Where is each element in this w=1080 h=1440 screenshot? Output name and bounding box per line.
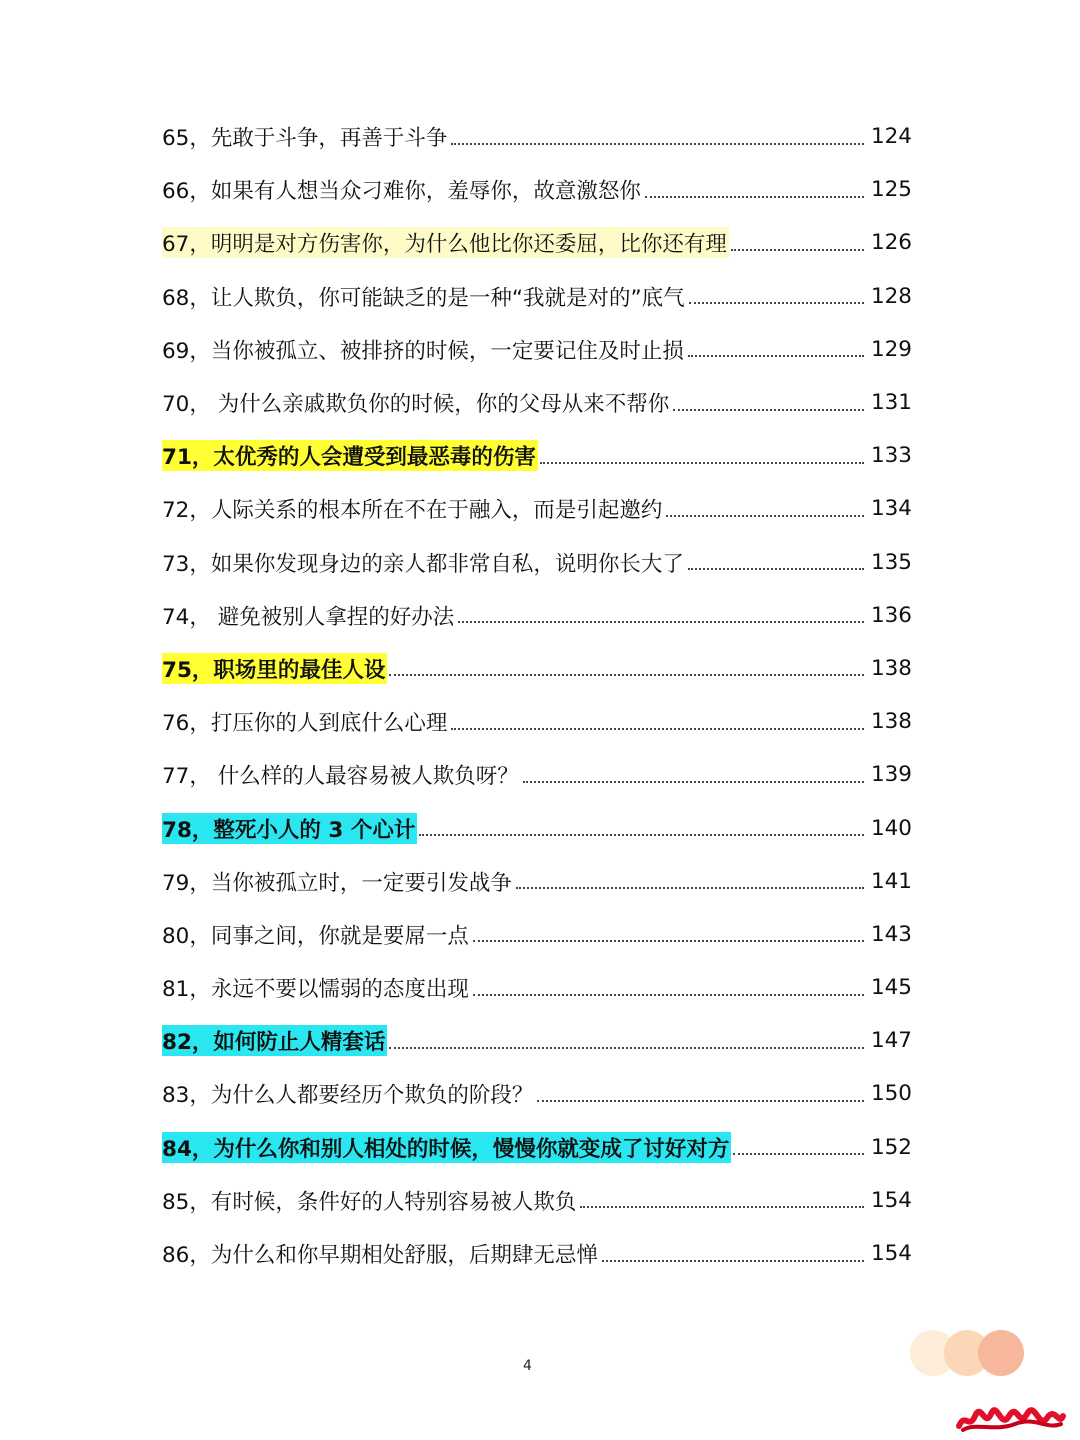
dot-leader bbox=[523, 779, 864, 783]
dot-leader bbox=[389, 672, 864, 676]
dot-leader bbox=[673, 407, 864, 411]
toc-entry-title: 69，当你被孤立、被排挤的时候，一定要记住及时止损 bbox=[162, 338, 684, 364]
toc-entry bbox=[162, 482, 912, 535]
toc-entry-page: 126 bbox=[870, 230, 912, 256]
dot-leader bbox=[645, 194, 864, 198]
table-of-contents bbox=[162, 110, 912, 1280]
toc-entry bbox=[162, 855, 912, 908]
toc-entry-page: 131 bbox=[870, 390, 912, 416]
dot-leader bbox=[537, 1098, 864, 1102]
circle-decoration bbox=[978, 1330, 1024, 1376]
toc-entry-title: 82，如何防止人精套话 bbox=[162, 1025, 387, 1056]
toc-entry-title: 85，有时候，条件好的人特别容易被人欺负 bbox=[162, 1189, 577, 1215]
toc-entry-title: 79，当你被孤立时，一定要引发战争 bbox=[162, 870, 512, 896]
toc-entry bbox=[162, 642, 912, 695]
toc-entry-page: 140 bbox=[870, 815, 912, 841]
toc-entry bbox=[162, 961, 912, 1014]
toc-entry bbox=[162, 1121, 912, 1174]
toc-entry bbox=[162, 110, 912, 163]
dot-leader bbox=[419, 832, 864, 836]
toc-entry-page: 124 bbox=[870, 124, 912, 150]
toc-entry-title: 70， 为什么亲戚欺负你的时候，你的父母从来不帮你 bbox=[162, 392, 670, 418]
toc-entry bbox=[162, 536, 912, 589]
toc-entry bbox=[162, 748, 912, 801]
toc-entry-page: 139 bbox=[870, 762, 912, 788]
toc-entry-title: 71，太优秀的人会遭受到最恶毒的伤害 bbox=[162, 440, 538, 471]
dot-leader bbox=[733, 1151, 864, 1155]
decorative-circles bbox=[906, 1326, 1026, 1382]
dot-leader bbox=[540, 460, 864, 464]
toc-entry-title: 65，先敢于斗争，再善于斗争 bbox=[162, 126, 448, 152]
toc-entry-title: 72，人际关系的根本所在不在于融入，而是引起邀约 bbox=[162, 498, 663, 524]
toc-entry-title: 77， 什么样的人最容易被人欺负呀？ bbox=[162, 764, 519, 790]
toc-entry-page: 128 bbox=[870, 283, 912, 309]
toc-entry bbox=[162, 589, 912, 642]
dot-leader bbox=[473, 992, 864, 996]
toc-entry-title: 68，让人欺负，你可能缺乏的是一种“我就是对的”底气 bbox=[162, 285, 685, 311]
toc-entry bbox=[162, 1067, 912, 1120]
dot-leader bbox=[666, 513, 864, 517]
toc-entry-title: 86，为什么和你早期相处舒服，后期肆无忌惮 bbox=[162, 1243, 598, 1269]
dot-leader bbox=[580, 1204, 864, 1208]
toc-entry bbox=[162, 270, 912, 323]
toc-entry-page: 129 bbox=[870, 336, 912, 362]
toc-entry-title: 83，为什么人都要经历个欺负的阶段？ bbox=[162, 1083, 534, 1109]
toc-entry-page: 133 bbox=[870, 443, 912, 469]
toc-entry-title: 81，永远不要以懦弱的态度出现 bbox=[162, 977, 469, 1003]
toc-entry-page: 145 bbox=[870, 975, 912, 1001]
toc-entry-title: 76，打压你的人到底什么心理 bbox=[162, 711, 448, 737]
toc-entry-title: 73，如果你发现身边的亲人都非常自私，说明你长大了 bbox=[162, 551, 684, 577]
toc-entry-page: 154 bbox=[870, 1187, 912, 1213]
toc-entry bbox=[162, 695, 912, 748]
dot-leader bbox=[602, 1258, 864, 1262]
toc-entry-title: 67，明明是对方伤害你，为什么他比你还委屈，比你还有理 bbox=[162, 227, 729, 258]
dot-leader bbox=[688, 353, 864, 357]
watermark-scribble bbox=[955, 1404, 1067, 1434]
dot-leader bbox=[389, 1045, 864, 1049]
toc-entry bbox=[162, 376, 912, 429]
toc-entry bbox=[162, 1227, 912, 1280]
toc-entry bbox=[162, 216, 912, 269]
dot-leader bbox=[451, 141, 864, 145]
toc-entry bbox=[162, 1014, 912, 1067]
dot-leader bbox=[731, 247, 864, 251]
toc-entry-page: 125 bbox=[870, 177, 912, 203]
toc-entry-page: 147 bbox=[870, 1028, 912, 1054]
page-number: 4 bbox=[523, 1358, 532, 1374]
toc-entry bbox=[162, 1174, 912, 1227]
toc-entry-title: 75，职场里的最佳人设 bbox=[162, 653, 387, 684]
dot-leader bbox=[473, 938, 864, 942]
toc-entry-page: 134 bbox=[870, 496, 912, 522]
dot-leader bbox=[689, 300, 864, 304]
toc-entry-page: 154 bbox=[870, 1241, 912, 1267]
dot-leader bbox=[516, 885, 864, 889]
toc-entry-page: 141 bbox=[870, 868, 912, 894]
toc-entry-title: 74， 避免被别人拿捏的好办法 bbox=[162, 604, 455, 630]
toc-entry-page: 143 bbox=[870, 921, 912, 947]
toc-entry-title: 66，如果有人想当众刁难你，羞辱你，故意激怒你 bbox=[162, 179, 641, 205]
toc-entry-title: 80，同事之间，你就是要屌一点 bbox=[162, 923, 469, 949]
toc-entry bbox=[162, 163, 912, 216]
toc-entry-title: 78，整死小人的 3 个心计 bbox=[162, 813, 417, 844]
toc-entry-title: 84，为什么你和别人相处的时候，慢慢你就变成了讨好对方 bbox=[162, 1132, 731, 1163]
toc-entry-page: 135 bbox=[870, 549, 912, 575]
toc-entry-page: 138 bbox=[870, 655, 912, 681]
dot-leader bbox=[458, 619, 864, 623]
dot-leader bbox=[688, 566, 864, 570]
toc-entry-page: 138 bbox=[870, 709, 912, 735]
dot-leader bbox=[451, 726, 864, 730]
toc-entry bbox=[162, 323, 912, 376]
toc-entry bbox=[162, 801, 912, 854]
toc-entry bbox=[162, 429, 912, 482]
toc-entry-page: 152 bbox=[870, 1134, 912, 1160]
toc-entry bbox=[162, 908, 912, 961]
toc-entry-page: 136 bbox=[870, 602, 912, 628]
toc-entry-page: 150 bbox=[870, 1081, 912, 1107]
